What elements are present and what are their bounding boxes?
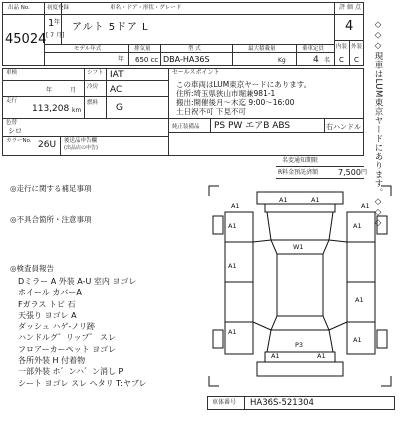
divider bbox=[2, 80, 168, 81]
model-type-label: 型 式 bbox=[188, 46, 201, 52]
recycle-deferred-label: 後送品申告欄 bbox=[64, 138, 98, 144]
recycle-deferred-sub: (出品店の申告) bbox=[64, 145, 98, 151]
color-code-label: カラーNo. bbox=[6, 138, 32, 144]
model-type-value: DBA-HA36S bbox=[163, 55, 210, 64]
damage-mark: A1 bbox=[317, 352, 326, 360]
inspector-report-list bbox=[18, 276, 147, 389]
fuel-label: 燃料 bbox=[87, 100, 99, 106]
fuel-value: G bbox=[116, 103, 123, 113]
divider bbox=[44, 14, 364, 15]
divider bbox=[2, 96, 168, 97]
damage-mark: A1 bbox=[228, 222, 237, 230]
shift-value: IAT bbox=[110, 70, 124, 80]
report-item: Fガラス トビ 石 bbox=[18, 299, 76, 309]
report-item: 天張り ヨゴレ A bbox=[18, 310, 77, 320]
damage-mark: A1 bbox=[361, 202, 370, 210]
registration-month: [ 7 月] bbox=[46, 32, 65, 39]
ac-value: AC bbox=[110, 85, 123, 95]
recycle-fee-value: 7,500 bbox=[338, 168, 361, 177]
frame-number-value: HA36S-521304 bbox=[250, 398, 314, 408]
seating-unit: 名 bbox=[324, 57, 331, 64]
report-item: ハンドルグ゛リップ゛ スレ bbox=[18, 333, 117, 343]
divider bbox=[84, 68, 85, 118]
interior-label: 内装 bbox=[336, 44, 348, 50]
driving-notes-title: ◎走行に関する補足事項 bbox=[10, 184, 92, 193]
kg-unit: Kg bbox=[278, 57, 286, 64]
divider bbox=[106, 68, 107, 118]
inspection-month-unit: 月 bbox=[70, 87, 77, 94]
mileage-value: 113,208 bbox=[32, 104, 70, 114]
recycle-fee-label: R料金預託済額 bbox=[278, 169, 319, 176]
mileage-unit: km bbox=[72, 107, 82, 114]
color-value: シロ bbox=[8, 127, 22, 135]
seating-value: 4 bbox=[313, 55, 319, 65]
equipment-label: 純正装備品 bbox=[172, 124, 200, 130]
divider bbox=[44, 44, 334, 45]
lot-number: 45024 bbox=[5, 32, 47, 47]
damage-mark: A1 bbox=[279, 196, 288, 204]
divider bbox=[2, 118, 364, 119]
max-load-label: 最大積載量 bbox=[248, 46, 276, 52]
sales-point-line: 搬出:開催後月～木迄 9:00～16:00 bbox=[176, 98, 295, 107]
damage-mark: A1 bbox=[231, 202, 240, 210]
seating-label: 乗車定員 bbox=[302, 46, 325, 52]
car-name-label: 車名・ドア・形状・グレード bbox=[110, 5, 182, 11]
exterior-label: 外装 bbox=[351, 44, 363, 50]
report-item: フロアーカーペット ヨゴレ bbox=[18, 344, 117, 354]
divider bbox=[168, 68, 169, 156]
displacement-value: 650 cc bbox=[135, 56, 159, 64]
mileage-label: 走行 bbox=[6, 98, 18, 104]
inspector-report-title: ◎検査員報告 bbox=[10, 264, 55, 273]
equipment-value: PS PW エアB ABS bbox=[214, 121, 291, 131]
divider bbox=[276, 178, 364, 179]
registration-year-unit: 年 bbox=[54, 19, 61, 26]
divider bbox=[276, 166, 364, 167]
sales-point-line: 土日祝不可 下見不可 bbox=[176, 107, 246, 116]
inspection-label: 車検 bbox=[6, 70, 18, 76]
registration-year: 1 bbox=[48, 18, 55, 29]
divider bbox=[60, 136, 61, 156]
defect-notes-title: ◎不具合箇所・注意事項 bbox=[10, 215, 92, 224]
displacement-label: 排気量 bbox=[134, 46, 151, 52]
damage-mark: A1 bbox=[355, 296, 364, 304]
damage-mark: A1 bbox=[353, 222, 362, 230]
divider bbox=[296, 44, 297, 66]
shift-label: シフト bbox=[87, 70, 104, 76]
sales-point-label: セールスポイント bbox=[172, 69, 220, 76]
divider bbox=[349, 40, 350, 66]
car-name: アルト 5ドア L bbox=[72, 22, 149, 33]
model-year-unit: 年 bbox=[118, 56, 125, 63]
damage-mark: W1 bbox=[293, 243, 304, 251]
divider bbox=[210, 118, 211, 132]
damage-mark: A1 bbox=[311, 196, 320, 204]
frame-number-label: 車体番号 bbox=[212, 399, 237, 406]
name-change-deadline-label: 名変通知期限 bbox=[282, 157, 319, 164]
report-item: ダッシュ ハゲ-ノリ跡 bbox=[18, 322, 95, 332]
model-year-label: モデル年式 bbox=[74, 46, 102, 52]
lot-number-label: 出品 No. bbox=[8, 5, 30, 11]
yen-unit: 円 bbox=[361, 169, 368, 176]
interior-grade: C bbox=[339, 56, 344, 64]
color-label: 色替 bbox=[6, 120, 18, 126]
divider bbox=[324, 118, 325, 132]
score-label: 評 価 点 bbox=[339, 4, 361, 11]
inspection-year-unit: 年 bbox=[46, 87, 53, 94]
damage-mark: A1 bbox=[353, 336, 362, 344]
divider bbox=[160, 44, 161, 66]
damage-mark: A1 bbox=[228, 328, 237, 336]
report-item: 各所外装 H 付着物 bbox=[18, 356, 86, 366]
ac-label: 冷房 bbox=[87, 84, 99, 90]
report-item: ホイール カバーA bbox=[18, 288, 82, 298]
divider bbox=[44, 52, 334, 53]
divider bbox=[128, 44, 129, 66]
divider bbox=[168, 132, 364, 133]
exterior-grade: C bbox=[354, 56, 359, 64]
divider bbox=[2, 136, 168, 137]
sales-point-line: この車両はLUM東京ヤードにあります。 bbox=[176, 80, 312, 89]
color-code-value: 26U bbox=[38, 140, 57, 150]
divider bbox=[2, 14, 44, 15]
report-item: シート ヨゴレ スレ ヘタリ T:ヤブレ bbox=[18, 378, 147, 388]
yard-location-banner: ◇◇◇現車はLUM東京ヤードにあります。◇◇◇ bbox=[373, 20, 383, 229]
handle-value: 右ハンドル bbox=[326, 123, 361, 131]
car-damage-diagram bbox=[205, 182, 395, 390]
divider bbox=[232, 44, 233, 66]
report-item: 一部外装 ホ゛ンハ゛ン消し P bbox=[18, 367, 124, 377]
score-value: 4 bbox=[345, 19, 354, 34]
damage-mark: A1 bbox=[271, 352, 280, 360]
sales-point-line: 住所:埼玉県狭山市堀兼981-1 bbox=[176, 89, 276, 98]
divider bbox=[244, 396, 245, 410]
damage-mark: P3 bbox=[295, 341, 304, 349]
report-item: Dミラー A 外装 A-U 室内 ヨゴレ bbox=[18, 277, 137, 286]
first-registration-label: 初度登録 bbox=[47, 5, 70, 11]
divider bbox=[334, 2, 335, 66]
damage-mark: A1 bbox=[228, 262, 237, 270]
